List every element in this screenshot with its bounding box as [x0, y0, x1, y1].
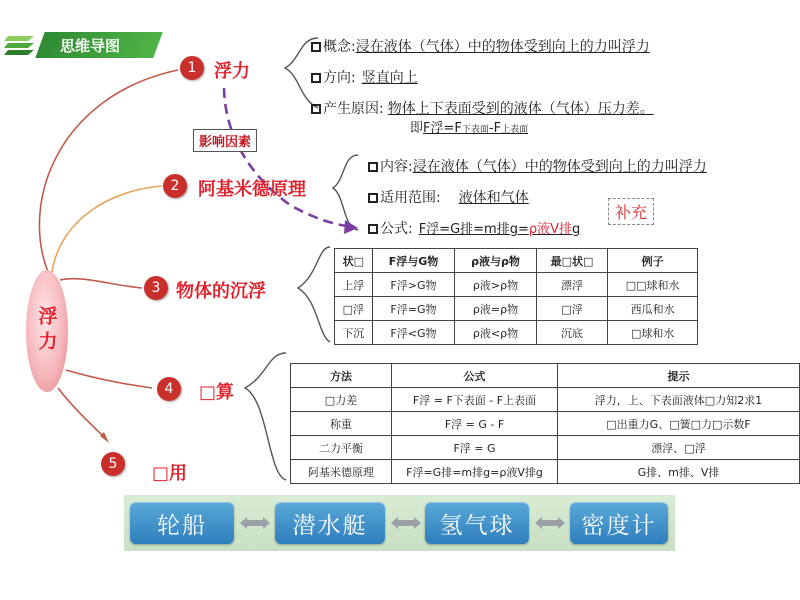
sink-float-table — [334, 248, 698, 345]
table-cell: ρ液>ρ物 — [455, 273, 536, 297]
table-cell: 称重 — [291, 412, 392, 436]
table-cell: 西瓜和水 — [608, 297, 698, 321]
table-cell: 漂浮、□浮 — [558, 436, 800, 460]
table-header-cell: 例子 — [608, 249, 698, 273]
b1-cause — [311, 99, 654, 119]
checkbox-icon — [311, 42, 321, 52]
table-header-cell: 提示 — [558, 364, 800, 388]
checkbox-icon — [368, 193, 378, 203]
table-header-cell: 状□ — [335, 249, 373, 273]
checkbox-icon — [368, 224, 378, 234]
table-cell: F浮 = F下表面 - F上表面 — [392, 388, 558, 412]
table-header-row — [291, 364, 800, 388]
table-cell: ρ液<ρ物 — [455, 321, 536, 345]
supplement-tag[interactable]: 补充 — [608, 198, 654, 225]
table-cell: 下沉 — [335, 321, 373, 345]
table-cell: F浮 = G - F — [392, 412, 558, 436]
b1-cause-text: 物体上下表面受到的液体（气体）压力差。 — [387, 101, 654, 117]
connector-root-5 — [58, 388, 105, 438]
double-arrow-icon — [391, 517, 421, 529]
table-header-cell: F浮与G物 — [372, 249, 455, 273]
branch-4-title[interactable]: □算 — [199, 382, 235, 403]
b1-concept-text: 浸在液体（气体）中的物体受到向上的力叫浮力 — [355, 39, 650, 55]
calculation-table — [290, 363, 800, 484]
b1-direction — [311, 68, 418, 88]
table-row — [291, 388, 800, 412]
b1-formula-expression — [423, 121, 528, 136]
table-cell: □力差 — [291, 388, 392, 412]
app-button-ship[interactable]: 轮船 — [130, 502, 234, 544]
table-cell: □浮 — [335, 297, 373, 321]
b1-formula-b: 下表面 — [461, 125, 489, 135]
b2-scope-label: 适用范围: — [380, 190, 441, 206]
branch-3-title[interactable]: 物体的沉浮 — [176, 281, 266, 302]
b1-formula-a: F浮=F — [423, 121, 462, 136]
connector-root-3 — [60, 279, 142, 288]
double-arrow-icon — [535, 517, 565, 529]
b2-scope — [368, 188, 529, 208]
table-row — [291, 460, 800, 484]
b2-formula-part3: g — [572, 222, 581, 237]
b1-concept-label: 概念: — [323, 39, 356, 55]
branch-4-number: 4 — [157, 377, 181, 401]
table-cell: 浮力，上、下表面液体□力知2求1 — [558, 388, 800, 412]
app-button-hydrometer[interactable]: 密度计 — [570, 502, 668, 544]
table-cell: G排、m排、V排 — [558, 460, 800, 484]
checkbox-icon — [368, 162, 378, 172]
table-cell: □球和水 — [608, 321, 698, 345]
b1-formula-c: -F — [488, 121, 502, 136]
table-cell: 二力平衡 — [291, 436, 392, 460]
connector-root-2 — [52, 186, 162, 272]
table-cell: ρ液=ρ物 — [455, 297, 536, 321]
b2-formula-label: 公式: — [380, 221, 413, 237]
influence-tag[interactable]: 影响因素 — [193, 129, 257, 152]
connector-root-1 — [39, 70, 178, 272]
root-node[interactable] — [26, 270, 68, 392]
table-row — [291, 436, 800, 460]
table-header-cell: 公式 — [392, 364, 558, 388]
b1-cause-label: 产生原因: — [323, 101, 384, 117]
b2-content-label: 内容: — [380, 159, 413, 175]
checkbox-icon — [311, 73, 321, 83]
table-cell: F浮=G物 — [372, 297, 455, 321]
b1-formula-d: 上表面 — [501, 125, 529, 135]
connector-root-4 — [66, 370, 152, 388]
table-row — [335, 273, 698, 297]
branch-2-title[interactable]: 阿基米德原理 — [198, 179, 306, 200]
b1-direction-label: 方向: — [323, 70, 356, 86]
app-button-submarine[interactable]: 潜水艇 — [275, 502, 385, 544]
branch-5-title[interactable]: □用 — [152, 463, 188, 484]
table-cell: F浮 = G — [392, 436, 558, 460]
root-label: 浮力 — [35, 306, 58, 356]
table-header-cell: 最□状□ — [536, 249, 608, 273]
app-button-balloon[interactable]: 氢气球 — [425, 502, 529, 544]
table-header-cell: 方法 — [291, 364, 392, 388]
table-row — [335, 321, 698, 345]
checkbox-icon — [311, 104, 321, 114]
double-arrow-icon — [240, 517, 270, 529]
table-header-row — [335, 249, 698, 273]
table-cell: □出重力G、□簧□力□示数F — [558, 412, 800, 436]
bracket-2 — [333, 155, 358, 230]
b1-formula — [410, 119, 528, 140]
table-cell: F浮<G物 — [372, 321, 455, 345]
table-cell: □浮 — [536, 297, 608, 321]
table-cell: F浮=G排=m排g=ρ液V排g — [392, 460, 558, 484]
branch-1-number: 1 — [180, 56, 204, 80]
b2-formula-expression — [419, 222, 581, 237]
branch-3-number: 3 — [144, 276, 168, 300]
table-cell: 沉底 — [536, 321, 608, 345]
header-stack-icon — [4, 32, 40, 58]
table-cell: 阿基米德原理 — [291, 460, 392, 484]
table-row — [291, 412, 800, 436]
b2-content-text: 浸在液体（气体）中的物体受到向上的力叫浮力 — [412, 159, 707, 175]
branch-5-number: 5 — [101, 452, 125, 476]
bracket-3 — [298, 247, 330, 342]
branch-1-title[interactable]: 浮力 — [214, 61, 250, 82]
influence-arrowhead — [344, 220, 358, 234]
bracket-4 — [245, 353, 286, 480]
b2-scope-text: 液体和气体 — [458, 190, 529, 206]
branch-2-number: 2 — [163, 174, 187, 198]
table-cell: F浮>G物 — [372, 273, 455, 297]
header-title: 思维导图 — [60, 37, 121, 55]
table-cell: 漂浮 — [536, 273, 608, 297]
b2-content — [368, 157, 707, 177]
b1-direction-text: 竖直向上 — [361, 70, 418, 86]
b1-concept — [311, 37, 650, 57]
b1-formula-prefix: 即 — [410, 121, 424, 136]
table-header-cell: ρ液与ρ物 — [455, 249, 536, 273]
table-row — [335, 297, 698, 321]
b2-formula — [368, 219, 580, 240]
b2-formula-part1: F浮=G排=m排g= — [418, 222, 529, 237]
b2-formula-part2: ρ液V排 — [528, 222, 573, 237]
table-cell: □□球和水 — [608, 273, 698, 297]
table-cell: 上浮 — [335, 273, 373, 297]
